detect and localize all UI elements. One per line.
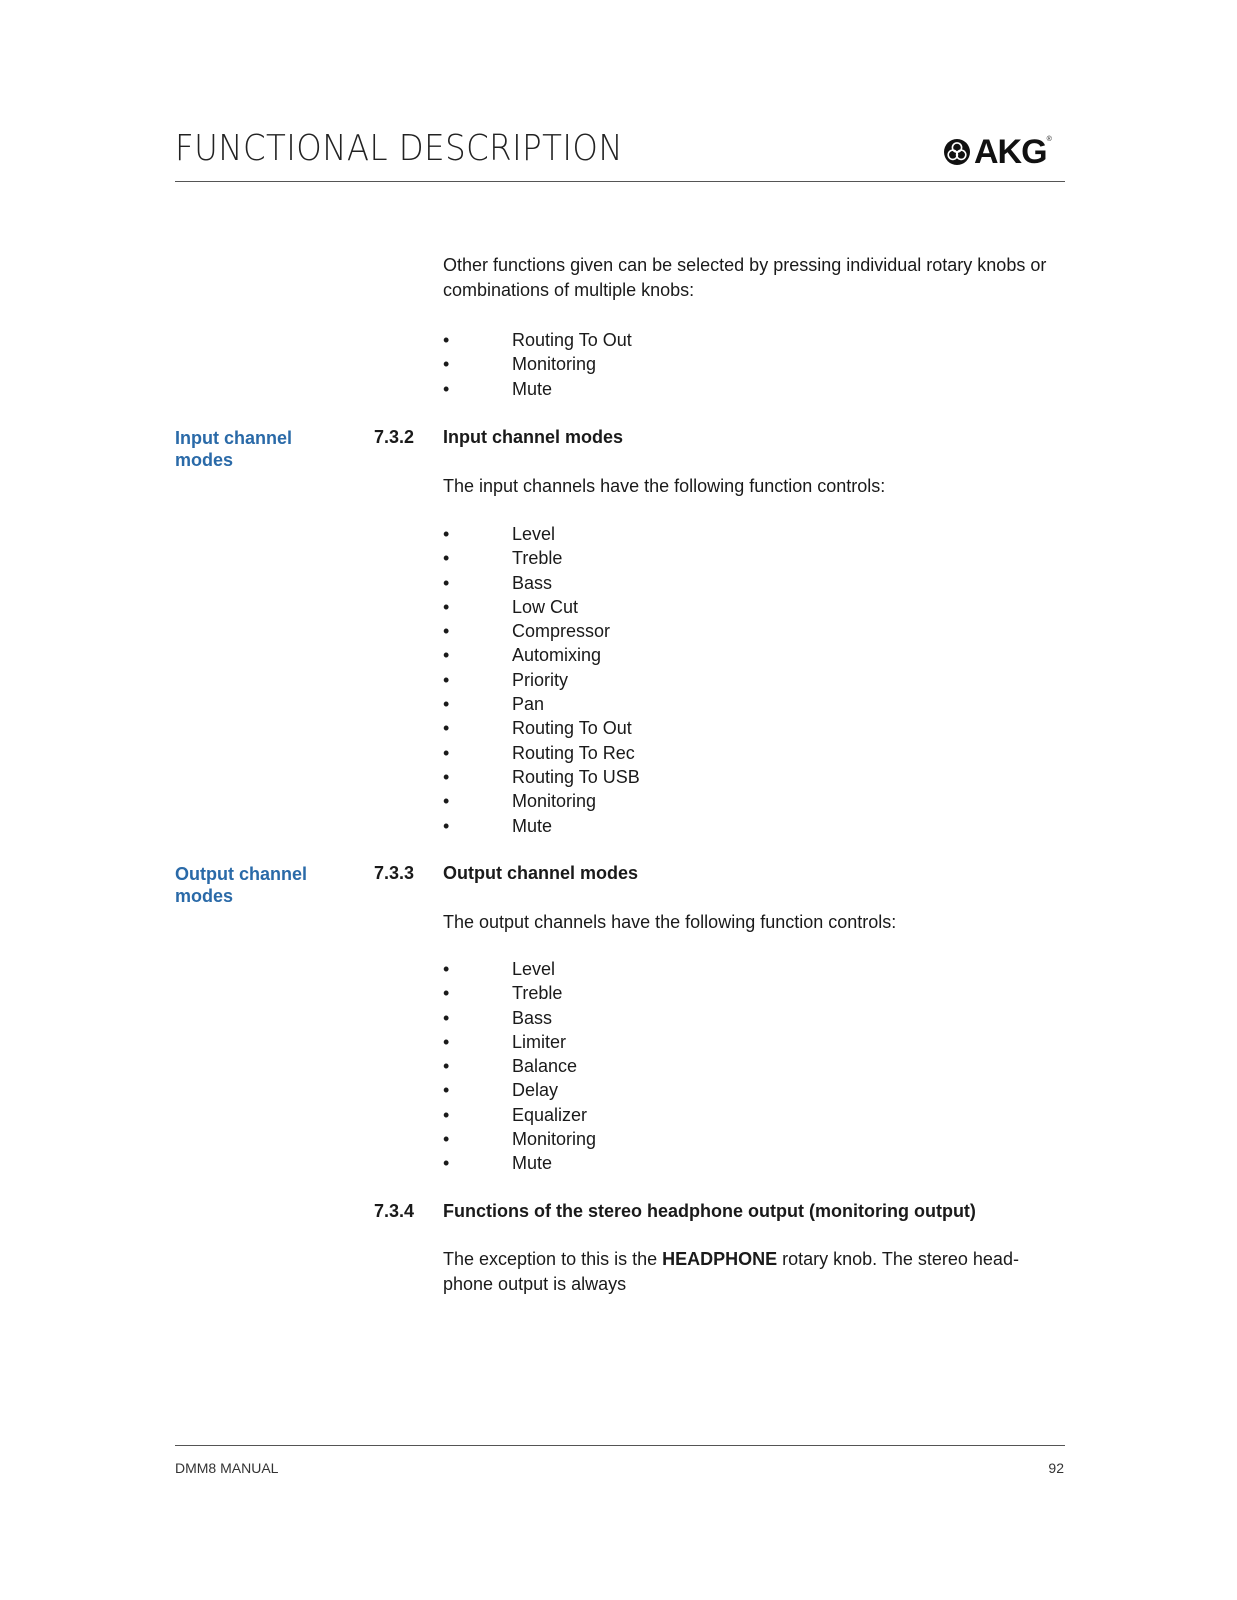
output-functions-list bbox=[443, 957, 596, 1176]
list-item: • Monitoring bbox=[443, 1127, 596, 1151]
list-item: • Routing To Out bbox=[443, 716, 640, 740]
list-item: • Equalizer bbox=[443, 1103, 596, 1127]
output-description: The output channels have the following function controls: bbox=[443, 912, 897, 932]
side-label-input-channel-modes: Input channel modes bbox=[175, 428, 292, 470]
list-item: • Treble bbox=[443, 546, 640, 570]
input-functions-list bbox=[443, 522, 640, 838]
akg-emblem-icon bbox=[943, 138, 971, 166]
headphone-keyword: HEADPHONE bbox=[662, 1249, 778, 1269]
list-item: • Monitoring bbox=[443, 352, 632, 376]
bullet-icon: • bbox=[443, 1129, 450, 1150]
bullet-icon: • bbox=[443, 742, 450, 763]
bullet-icon: • bbox=[443, 718, 450, 739]
bullet-icon: • bbox=[443, 572, 450, 593]
bullet-icon: • bbox=[443, 354, 450, 375]
list-item: • Mute bbox=[443, 377, 632, 401]
bullet-icon: • bbox=[443, 791, 450, 812]
list-item: • Level bbox=[443, 957, 596, 981]
list-item: • Treble bbox=[443, 981, 596, 1005]
header-divider bbox=[175, 181, 1065, 182]
bullet-icon: • bbox=[443, 983, 450, 1004]
footer-manual-name: DMM8 MANUAL bbox=[175, 1460, 279, 1476]
section-number: 7.3.2 bbox=[374, 427, 415, 447]
page-number: 92 bbox=[1048, 1460, 1064, 1476]
list-item: • Pan bbox=[443, 692, 640, 716]
list-item: • Delay bbox=[443, 1078, 596, 1102]
section-number: 7.3.4 bbox=[374, 1201, 415, 1221]
list-item: • Compressor bbox=[443, 619, 640, 643]
bullet-icon: • bbox=[443, 669, 450, 690]
bullet-icon: • bbox=[443, 1153, 450, 1174]
intro-list bbox=[443, 328, 632, 401]
bullet-icon: • bbox=[443, 1007, 450, 1028]
list-item: • Mute bbox=[443, 1151, 596, 1175]
bullet-icon: • bbox=[443, 378, 450, 399]
bullet-icon: • bbox=[443, 330, 450, 350]
list-item: • Routing To Rec bbox=[443, 741, 640, 765]
footer-divider bbox=[175, 1445, 1065, 1446]
bullet-icon: • bbox=[443, 694, 450, 715]
bullet-icon: • bbox=[443, 1031, 450, 1052]
bullet-icon: • bbox=[443, 596, 450, 617]
bullet-icon: • bbox=[443, 524, 450, 544]
akg-logo-text: AKG bbox=[974, 133, 1047, 171]
section-title: Functions of the stereo headphone output (monitoring output) bbox=[443, 1201, 976, 1221]
bullet-icon: • bbox=[443, 1056, 450, 1077]
bullet-icon: • bbox=[443, 621, 450, 642]
list-item: • Monitoring bbox=[443, 789, 640, 813]
list-item: • Level bbox=[443, 522, 640, 546]
list-item: • Bass bbox=[443, 571, 640, 595]
section-title: Input channel modes bbox=[443, 427, 624, 447]
bullet-icon: • bbox=[443, 1080, 450, 1101]
headphone-paragraph: The exception to this is the HEADPHONE rotary knob. The stereo head-phone output is always bbox=[443, 1249, 1019, 1294]
list-item: • Priority bbox=[443, 668, 640, 692]
list-item: • Routing To Out bbox=[443, 328, 632, 352]
list-item: • Bass bbox=[443, 1006, 596, 1030]
input-description: The input channels have the following function controls: bbox=[443, 476, 886, 496]
section-number: 7.3.3 bbox=[374, 863, 415, 883]
section-title: Output channel modes bbox=[443, 863, 639, 883]
list-item: • Routing To USB bbox=[443, 765, 640, 789]
akg-logo bbox=[943, 133, 1052, 171]
registered-mark: ® bbox=[1046, 136, 1052, 143]
bullet-icon: • bbox=[443, 548, 450, 569]
page-title: FUNCTIONAL DESCRIPTION bbox=[175, 128, 624, 169]
list-item: • Balance bbox=[443, 1054, 596, 1078]
side-label-output-channel-modes: Output channel modes bbox=[175, 864, 307, 906]
bullet-icon: • bbox=[443, 1104, 450, 1125]
list-item: • Low Cut bbox=[443, 595, 640, 619]
bullet-icon: • bbox=[443, 959, 450, 979]
list-item: • Automixing bbox=[443, 643, 640, 667]
bullet-icon: • bbox=[443, 766, 450, 787]
bullet-icon: • bbox=[443, 645, 450, 666]
list-item: • Mute bbox=[443, 814, 640, 838]
list-item: • Limiter bbox=[443, 1030, 596, 1054]
bullet-icon: • bbox=[443, 815, 450, 836]
intro-paragraph: Other functions given can be selected by pressing individual rotary knobs or combinations of multiple knobs: bbox=[443, 255, 1047, 300]
